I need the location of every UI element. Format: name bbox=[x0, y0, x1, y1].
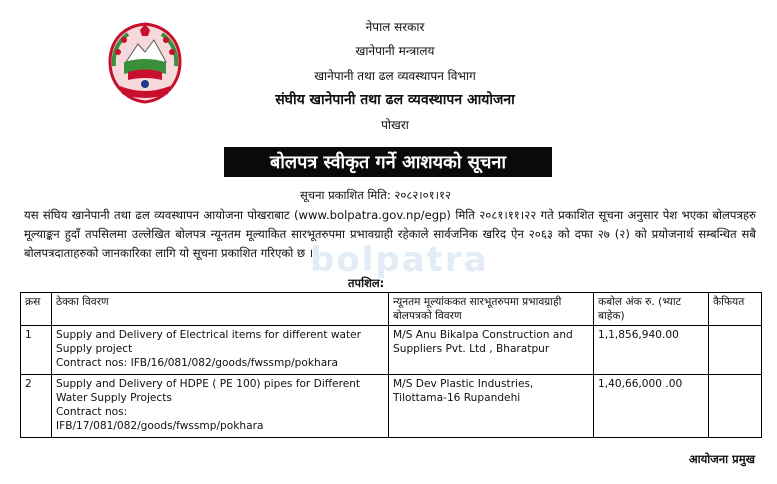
table-header-row bbox=[21, 293, 762, 326]
nepal-emblem-icon bbox=[104, 22, 186, 104]
header-remarks: कैफियत bbox=[709, 293, 762, 326]
table-heading: तपशिल: bbox=[348, 276, 385, 290]
header-sn: क्रस bbox=[21, 293, 52, 326]
row-bidder bbox=[389, 326, 594, 375]
bidder-text: Suppliers Pvt. Ltd , Bharatpur bbox=[393, 343, 550, 355]
watermark: bolpatra bbox=[310, 240, 489, 280]
row-remarks bbox=[709, 326, 762, 375]
department-title: खानेपानी तथा ढल व्यवस्थापन विभाग bbox=[314, 69, 476, 83]
notice-title-banner bbox=[224, 147, 552, 177]
location: पोखरा bbox=[381, 118, 409, 132]
bid-table bbox=[20, 292, 762, 438]
ministry-title: खानेपानी मन्त्रालय bbox=[355, 44, 435, 58]
notice-title: बोलपत्र स्वीकृत गर्ने आशयको सूचना bbox=[269, 152, 507, 173]
header-amount: कबोल अंक रु. (भ्याट बाहेक) bbox=[594, 293, 709, 326]
row-amount: 1,1,856,940.00 bbox=[594, 326, 709, 375]
notice-body: यस संघिय खानेपानी तथा ढल व्यवस्थापन आयोजना पोखराबाट (www.bolpatra.gov.np/egp) मिति २०८१।११।२२ गते प्रकाशित सूचना अनुसार पेश भएका बोलपत्रहरु मूल्याङ्कन हुदाँ तपसिलमा उल्लेखित बोलपत्र न्यूनतम मूल्याकित सारभूतरुपमा प्रभावग्राही रहेकाले सार्वजनिक खरिद ऐन २०६३ को दफा २७ (२) को प्रयोजनार्थ सम्बन्धित सबै बोलपत्रदाताहरुको जानकारिका लागि यो सूचना प्रकाशित गरिएको छ । bbox=[24, 208, 756, 260]
contract-number: Contract nos: bbox=[56, 406, 128, 418]
contract-text: Water Supply Projects bbox=[56, 392, 172, 404]
table-row bbox=[21, 375, 762, 438]
table-row bbox=[21, 326, 762, 375]
contract-text: Supply and Delivery of Electrical items for different water bbox=[56, 329, 362, 341]
bidder-text: M/S Dev Plastic Industries, bbox=[393, 378, 534, 390]
govt-title: नेपाल सरकार bbox=[365, 20, 425, 34]
contract-text: Supply and Delivery of HDPE ( PE 100) pipes for Different bbox=[56, 378, 361, 390]
header-contract: ठेक्का विवरण bbox=[52, 293, 389, 326]
row-remarks bbox=[709, 375, 762, 438]
row-amount: 1,40,66,000 .00 bbox=[594, 375, 709, 438]
contract-number: IFB/17/081/082/goods/fwssmp/pokhara bbox=[56, 420, 264, 432]
contract-text: Supply project bbox=[56, 343, 133, 355]
bidder-text: Tilottama-16 Rupandehi bbox=[393, 392, 521, 404]
published-date: सूचना प्रकाशित मिति: २०८२।०१।१२ bbox=[300, 188, 451, 202]
signature: आयोजना प्रमुख bbox=[688, 452, 755, 466]
project-title: संघीय खानेपानी तथा ढल व्यवस्थापन आयोजना bbox=[275, 92, 515, 108]
bidder-text: M/S Anu Bikalpa Construction and bbox=[393, 329, 573, 341]
row-bidder bbox=[389, 375, 594, 438]
row-sn: 2 bbox=[21, 375, 52, 438]
contract-number: Contract nos: IFB/16/081/082/goods/fwssmp/pokhara bbox=[56, 357, 339, 369]
row-contract bbox=[52, 375, 389, 438]
header-bidder: न्यूनतम मूल्यांककत सारभूतरुपमा प्रभावग्राही बोलपत्रको विवरण bbox=[389, 293, 594, 326]
row-contract bbox=[52, 326, 389, 375]
row-sn: 1 bbox=[21, 326, 52, 375]
